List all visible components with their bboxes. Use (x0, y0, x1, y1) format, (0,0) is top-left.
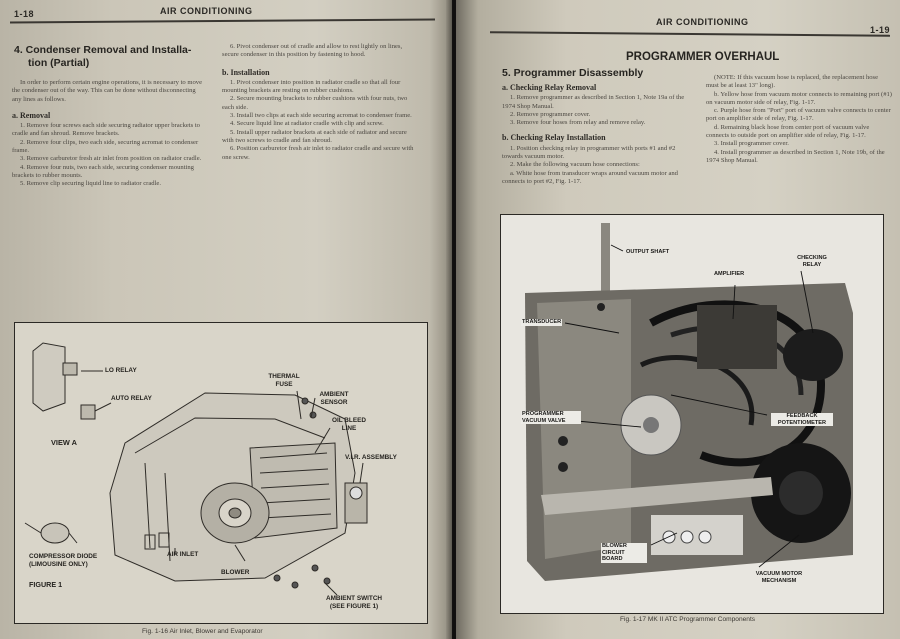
section-title-line2: tion (Partial) (28, 57, 90, 69)
label-limousine-only: (LIMOUSINE ONLY) (29, 561, 88, 568)
header-rule-right (490, 31, 890, 36)
figure-1-16-caption: Fig. 1-16 Air Inlet, Blower and Evaporator (142, 628, 263, 635)
programmer-overhaul-title: PROGRAMMER OVERHAUL (626, 51, 780, 63)
install-step: 3. Install programmer cover. (714, 140, 789, 148)
left-column-1 (12, 79, 202, 189)
label-view-a: VIEW A (51, 438, 78, 447)
removal-step: 1. Remove four screws each side securing radiator upper brackets to cradle and fan shroud. Remove brackets. (12, 122, 200, 138)
note-text: (NOTE: If this vacuum hose is replaced, the replacement hose must be at least 13" long). (706, 74, 879, 90)
right-column-2 (706, 74, 892, 165)
relay-removal-step: 1. Remove programmer as described in Section 1, Note 19a of the 1974 Shop Manual. (502, 94, 685, 110)
label-thermal-fuse: THERMAL FUSE (268, 373, 300, 388)
install-step: 4. Install programmer as described in Section 1, Note 19b, of the 1974 Shop Manual. (706, 148, 885, 164)
installation-step: 3. Install two clips at each side securing acromat to condenser frame. (230, 112, 412, 120)
right-column-1 (502, 84, 694, 186)
running-header-right: AIR CONDITIONING (656, 17, 749, 27)
installation-step: 5. Install upper radiator brackets at each side of radiator and secure with two screws to cradle and fan shroud. (222, 128, 407, 144)
evaporator-drawing (15, 323, 427, 623)
section-title-line1: 4. Condenser Removal and Installa- (14, 44, 192, 56)
relay-removal-heading: a. Checking Relay Removal (502, 83, 597, 92)
relay-install-step: 2. Make the following vacuum hose connections: (510, 161, 640, 169)
hose-step: b. Yellow hose from vacuum motor connects to remaining port (#1) on vacuum motor side of relay, Fig. 1-17. (706, 90, 892, 106)
installation-heading: b. Installation (222, 67, 270, 77)
installation-step: 2. Secure mounting brackets to rubber cushions with four nuts, two each side. (222, 95, 408, 111)
figure-1-17-caption: Fig. 1-17 MK II ATC Programmer Components (620, 616, 756, 623)
installation-step: 4. Secure liquid line at radiator cradle with clip and screw. (230, 120, 384, 128)
label-transducer: TRANSDUCER (522, 319, 562, 325)
label-air-inlet: AIR INLET (167, 551, 199, 558)
label-vacuum-motor-mechanism: VACUUM MOTOR MECHANISM (755, 571, 803, 584)
label-blower: BLOWER (221, 569, 250, 576)
label-lo-relay: LO RELAY (105, 367, 137, 374)
label-blower-circuit-board: BLOWER CIRCUIT BOARD (601, 543, 647, 563)
relay-install-heading: b. Checking Relay Installation (502, 133, 606, 143)
installation-step: 1. Pivot condenser into position in radiator cradle so that all four mounting brackets are resting on rubber cushions. (222, 78, 401, 95)
page-number-right: 1-19 (870, 25, 891, 35)
label-figure-1: FIGURE 1 (29, 580, 63, 589)
installation-step: 6. Position carburetor fresh air inlet to radiator cradle and secure with one screw. (222, 145, 414, 161)
label-programmer-vacuum-valve: PROGRAMMER VACUUM VALVE (521, 411, 581, 424)
removal-step: 6. Pivot condenser out of cradle and allow to rest lightly on lines, secure condenser in this position by fastening to hood. (222, 43, 403, 59)
removal-heading: a. Removal (12, 110, 51, 120)
intro-paragraph: In order to perform certain engine operations, it is necessary to move the condenser out of the way. This can be done without disconnecting any lines as follows. (12, 79, 202, 103)
left-column-2 (222, 43, 420, 162)
figure-1-16 (14, 322, 428, 624)
label-output-shaft: OUTPUT SHAFT (626, 249, 670, 255)
relay-install-step: a. White hose from transducer wraps around vacuum motor and connects to port #2, Fig. 1-17. (502, 169, 678, 185)
right-page (456, 0, 900, 639)
relay-install-step: 1. Position checking relay in programmer with ports #1 and #2 towards vacuum motor. (502, 144, 676, 161)
label-ambient-sensor: AMBIENT SENSOR (319, 391, 349, 406)
label-vir-assembly: V.I.R. ASSEMBLY (345, 454, 397, 461)
removal-step: 2. Remove four clips, two each side, securing acromat to condenser frame. (12, 138, 199, 155)
figure-1-17 (500, 214, 884, 614)
label-auto-relay: AUTO RELAY (111, 395, 152, 402)
label-ambient-switch: AMBIENT SWITCH (325, 595, 383, 602)
label-feedback-potentiometer: FEEDBACK POTENTIOMETER (771, 413, 833, 426)
label-checking-relay: CHECKING RELAY (797, 255, 827, 268)
label-compressor-diode: COMPRESSOR DIODE (29, 553, 98, 560)
page-number-left: 1-18 (14, 9, 35, 19)
relay-removal-step: 3. Remove four hoses from relay and remove relay. (510, 119, 646, 127)
removal-step: 4. Remove four nuts, two each side, securing condenser mounting brackets to rubber mounts. (12, 163, 194, 179)
hose-step: d. Remaining black hose from center port of vacuum valve connects to outside port on amplifier side of relay, Fig. 1-17. (706, 123, 870, 140)
running-header-left: AIR CONDITIONING (160, 6, 253, 16)
removal-step: 3. Remove carburetor fresh air inlet from position on radiator cradle. (20, 155, 202, 163)
relay-removal-step: 2. Remove programmer cover. (510, 110, 591, 118)
removal-step: 5. Remove clip securing liquid line to radiator cradle. (20, 180, 161, 188)
header-rule-left (10, 19, 435, 23)
programmer-disassembly-title: 5. Programmer Disassembly (502, 67, 644, 79)
label-oil-bleed-line: OIL BLEED LINE (332, 417, 366, 432)
label-amplifier: AMPLIFIER (714, 271, 745, 277)
label-see-figure-1: (SEE FIGURE 1) (329, 603, 379, 610)
hose-step: c. Purple hose from "Port" port of vacuum valve connects to center port on amplifier side of relay, Fig. 1-17. (706, 107, 891, 123)
